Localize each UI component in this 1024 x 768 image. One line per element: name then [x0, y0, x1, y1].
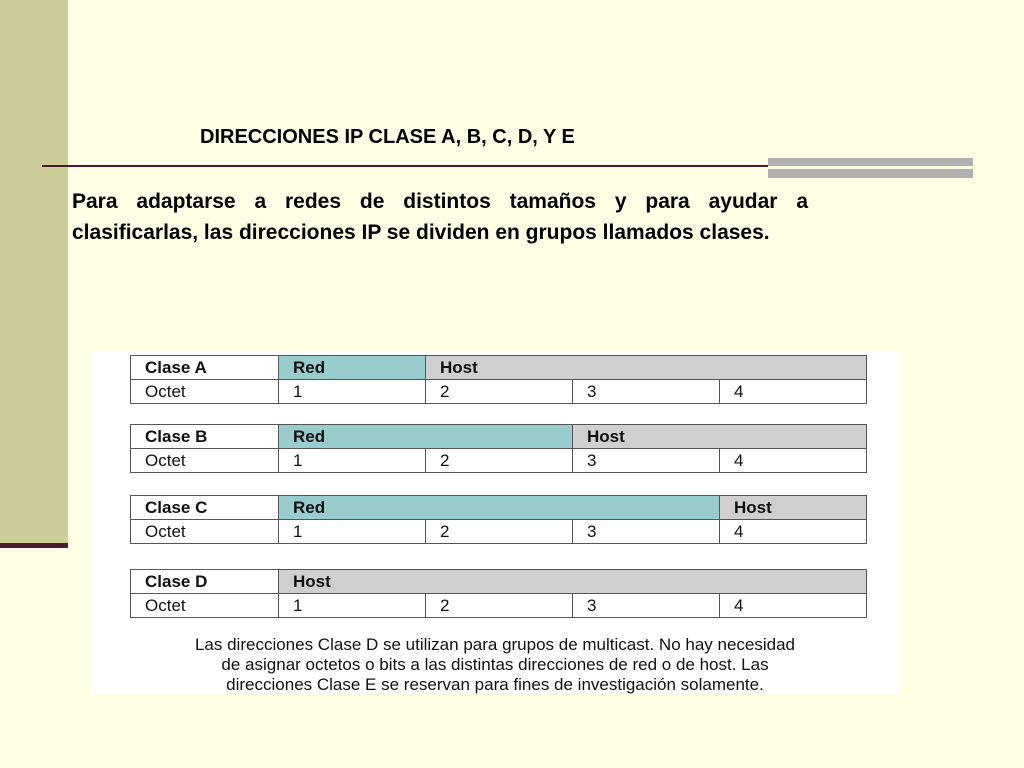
left-bar-underline — [0, 543, 68, 548]
class-a-table — [130, 355, 867, 404]
class-b-octet-label: Octet — [131, 449, 279, 473]
class-b-label: Clase B — [131, 425, 279, 449]
class-a-octet-3: 3 — [573, 380, 720, 404]
class-b-red-cell: Red — [279, 425, 573, 449]
class-d-octet-2: 2 — [426, 594, 573, 618]
class-d-octet-1: 1 — [279, 594, 426, 618]
class-c-label: Clase C — [131, 496, 279, 520]
class-c-host-cell: Host — [720, 496, 867, 520]
intro-paragraph: Para adaptarse a redes de distintos tamaños y para ayudar a clasificarlas, las direcciones IP se dividen en grupos llamados clases. — [72, 190, 808, 244]
class-c-octet-1: 1 — [279, 520, 426, 544]
title-accent-bars — [768, 158, 973, 178]
class-d-table — [130, 569, 867, 618]
class-a-label: Clase A — [131, 356, 279, 380]
left-decorative-bar — [0, 0, 68, 548]
class-d-label: Clase D — [131, 570, 279, 594]
class-c-octet-label: Octet — [131, 520, 279, 544]
ip-classes-figure — [91, 351, 899, 694]
class-a-host-cell: Host — [426, 356, 867, 380]
class-a-red-cell: Red — [279, 356, 426, 380]
class-c-red-cell: Red — [279, 496, 720, 520]
note-line-3: direcciones Clase E se reservan para fines de investigación solamente. — [226, 675, 764, 694]
class-c-octet-3: 3 — [573, 520, 720, 544]
class-b-octet-1: 1 — [279, 449, 426, 473]
class-b-octet-4: 4 — [720, 449, 867, 473]
class-d-octet-4: 4 — [720, 594, 867, 618]
title-divider — [42, 165, 769, 167]
class-a-octet-2: 2 — [426, 380, 573, 404]
class-c-octet-4: 4 — [720, 520, 867, 544]
class-d-octet-3: 3 — [573, 594, 720, 618]
slide-title: DIRECCIONES IP CLASE A, B, C, D, Y E — [200, 126, 575, 148]
class-c-octet-2: 2 — [426, 520, 573, 544]
class-a-octet-4: 4 — [720, 380, 867, 404]
class-b-table — [130, 424, 867, 473]
class-a-octet-1: 1 — [279, 380, 426, 404]
note-line-1: Las direcciones Clase D se utilizan para grupos de multicast. No hay necesidad — [194, 635, 796, 654]
class-b-octet-2: 2 — [426, 449, 573, 473]
note-line-2: de asignar octetos o bits a las distintas direcciones de red o de host. Las — [221, 655, 769, 674]
figure-note — [95, 635, 895, 695]
class-b-host-cell: Host — [573, 425, 867, 449]
class-a-octet-label: Octet — [131, 380, 279, 404]
class-c-table — [130, 495, 867, 544]
class-b-octet-3: 3 — [573, 449, 720, 473]
class-d-octet-label: Octet — [131, 594, 279, 618]
class-d-host-cell: Host — [279, 570, 867, 594]
